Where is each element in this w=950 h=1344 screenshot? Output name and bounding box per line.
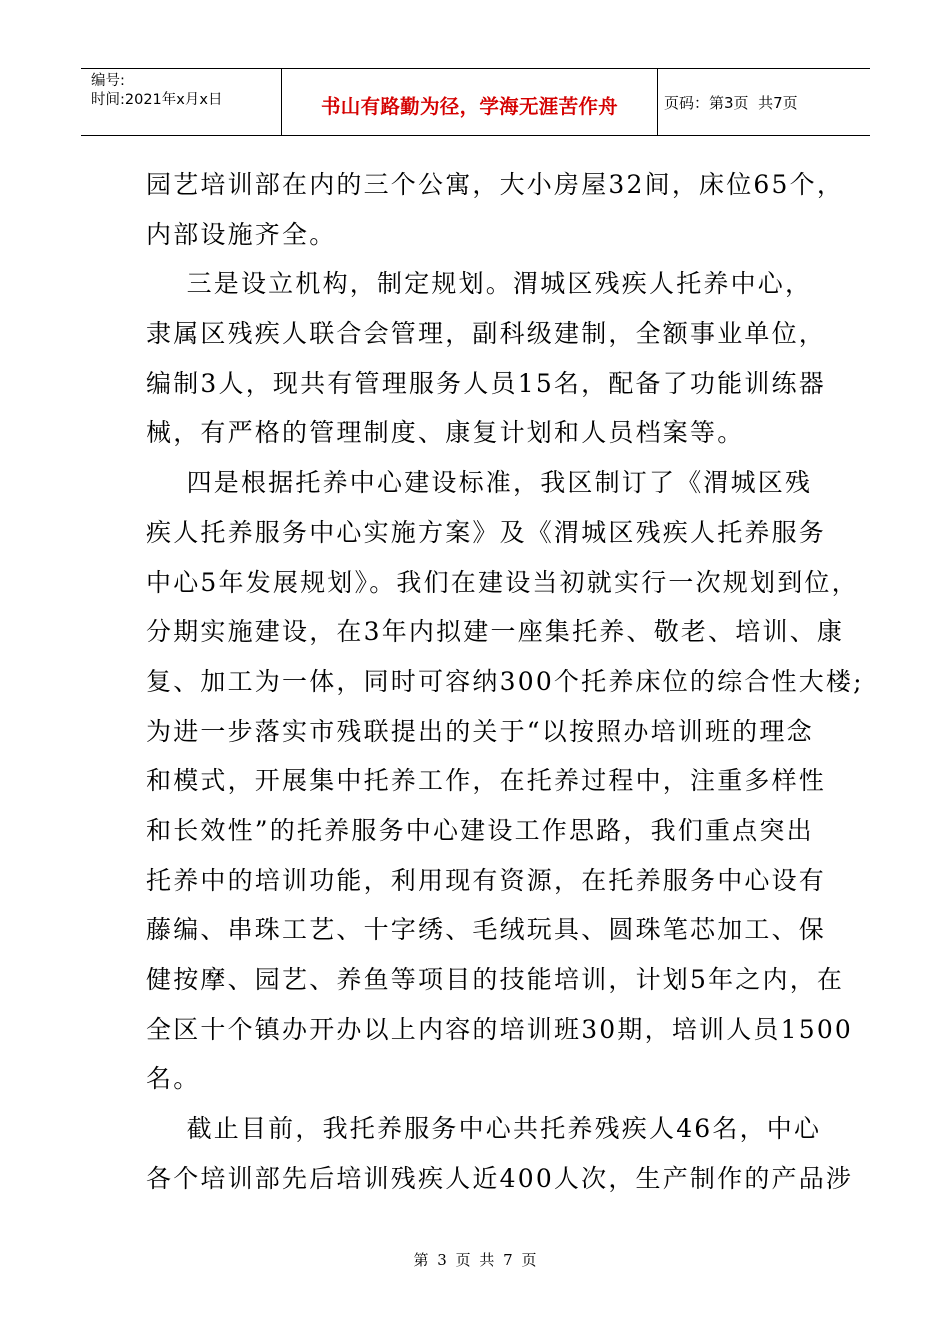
body-line: 内部设施齐全。	[146, 219, 337, 249]
footer-page-number: 第 3 页 共 7 页	[413, 1251, 537, 1269]
body-line: 健按摩、园艺、养鱼等项目的技能培训，计划5年之内，在	[146, 965, 845, 994]
body-line: 托养中的培训功能，利用现有资源，在托养服务中心设有	[146, 865, 827, 895]
body-line: 名。	[146, 1064, 201, 1094]
body-line: 隶属区残疾人联合会管理，副科级建制，全额事业单位，	[146, 319, 827, 349]
body-line: 全区十个镇办开办以上内容的培训班30期，培训人员1500	[146, 1014, 854, 1044]
body-line: 为进一步落实市残联提出的关于“以按照办培训班的理念	[146, 716, 814, 746]
body-line: 分期实施建设，在3年内拟建一座集托养、敬老、培训、康	[146, 617, 845, 647]
header-page-info: 页码：第3页 共7页	[664, 93, 798, 112]
body-line: 三是设立机构，制定规划。渭城区残疾人托养中心，	[146, 269, 813, 299]
page-footer	[0, 1249, 950, 1270]
document-body	[146, 160, 864, 1203]
body-line: 园艺培训部在内的三个公寓，大小房屋32间，床位65个，	[146, 170, 845, 199]
header-meta-cell	[81, 69, 282, 135]
body-line: 四是根据托养中心建设标准，我区制订了《渭城区残	[146, 468, 813, 498]
body-line: 编制3人，现共有管理服务人员15名，配备了功能训练器	[146, 368, 826, 398]
document-date-label: 时间:2021年x月x日	[91, 92, 223, 108]
body-line: 复、加工为一体，同时可容纳300个托养床位的综合性大楼;	[146, 666, 864, 696]
body-line: 和长效性”的托养服务中心建设工作思路，我们重点突出	[146, 815, 814, 845]
document-header	[81, 68, 870, 136]
header-motto: 书山有路勤为径，学海无涯苦作舟	[320, 95, 618, 118]
body-line: 中心5年发展规划》。我们在建设当初就实行一次规划到位，	[146, 567, 859, 597]
document-number-label: 编号:	[91, 73, 125, 89]
body-line: 截止目前，我托养服务中心共托养残疾人46名，中心	[146, 1114, 822, 1144]
body-line: 械，有严格的管理制度、康复计划和人员档案等。	[146, 418, 745, 448]
body-line: 各个培训部先后培训残疾人近400人次，生产制作的产品涉	[146, 1163, 854, 1193]
header-motto-cell	[282, 69, 658, 135]
body-line: 疾人托养服务中心实施方案》及《渭城区残疾人托养服务	[146, 517, 827, 547]
body-line: 和模式，开展集中托养工作，在托养过程中，注重多样性	[146, 766, 827, 796]
body-line: 藤编、串珠工艺、十字绣、毛绒玩具、圆珠笔芯加工、保	[146, 915, 827, 945]
header-page-cell	[658, 69, 870, 135]
